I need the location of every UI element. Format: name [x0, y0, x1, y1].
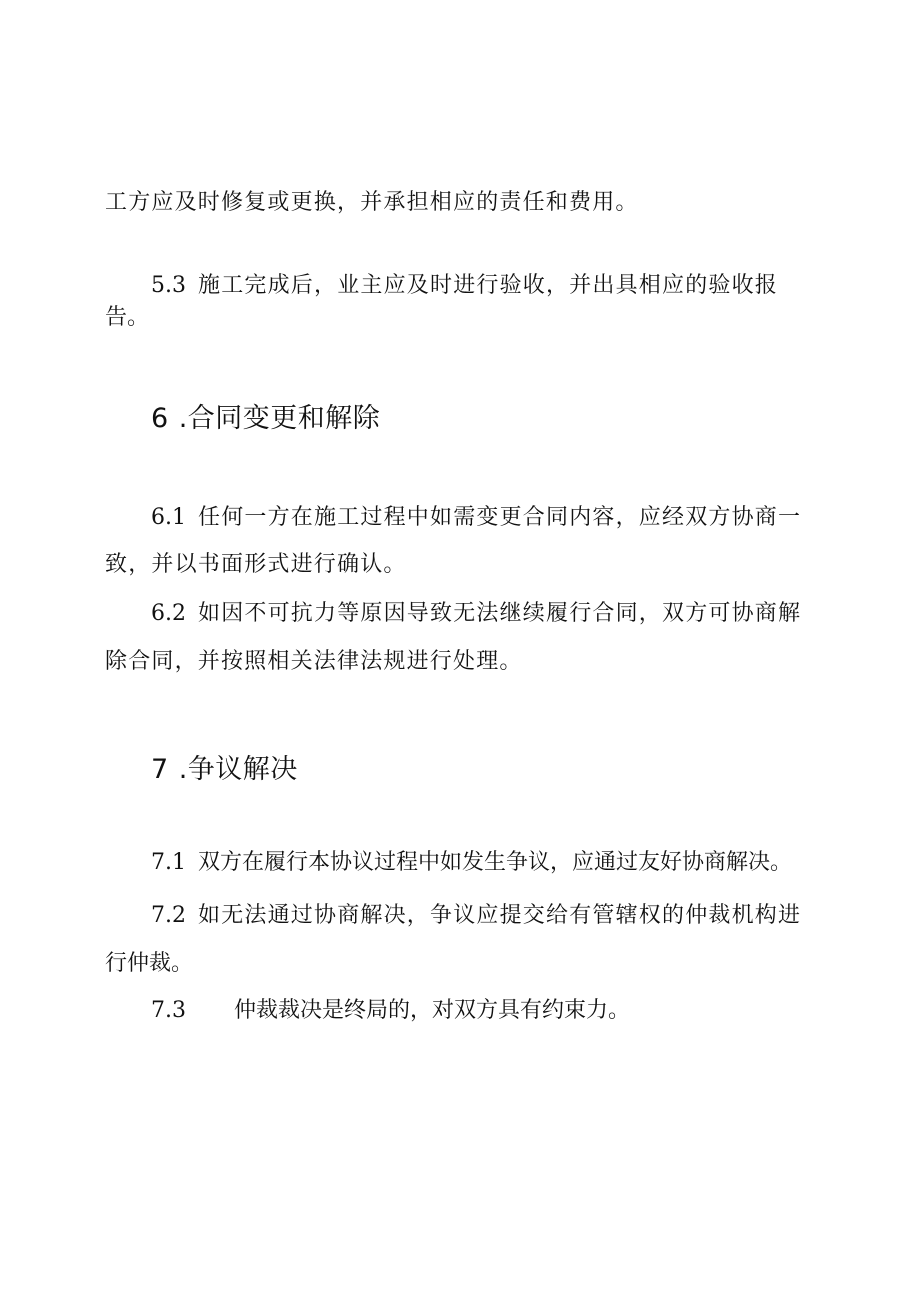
clause-text: 致，并以书面形式进行确认。 — [105, 552, 407, 577]
clause-number: 6.1 — [151, 505, 186, 530]
clause-5-3 — [151, 271, 778, 301]
clause-text: 除合同，并按照相关法律法规进行处理。 — [105, 649, 523, 674]
clause-5-3-wrap — [105, 303, 149, 333]
clause-text: 施工完成后，业主应及时进行验收，并出具相应的验收报 — [198, 273, 779, 298]
clause-7-2 — [151, 901, 801, 931]
heading-number: 7 — [151, 754, 169, 785]
clause-number: 6.2 — [151, 601, 186, 626]
clause-text: 仲裁裁决是终局的，对双方具有约束力。 — [234, 998, 631, 1023]
clause-text: 告。 — [105, 305, 150, 330]
clause-6-1-wrap — [105, 550, 407, 580]
clause-number: 7.1 — [151, 850, 186, 875]
paragraph-continuation — [105, 188, 639, 218]
section-heading-6 — [151, 401, 380, 437]
clause-text: 行仲裁。 — [105, 951, 194, 976]
clause-text: 如无法通过协商解决，争议应提交给有管辖权的仲裁机构进 — [198, 903, 802, 928]
clause-6-2-wrap — [105, 647, 523, 677]
clause-7-1 — [151, 848, 792, 878]
heading-title: .合同变更和解除 — [178, 403, 381, 434]
heading-title: .争议解决 — [178, 754, 298, 785]
clause-6-2 — [151, 599, 801, 629]
clause-text: 如因不可抗力等原因导致无法继续履行合同，双方可协商解 — [198, 601, 802, 626]
section-heading-7 — [151, 752, 298, 788]
clause-number: 5.3 — [151, 273, 186, 298]
clause-7-2-wrap — [105, 949, 193, 979]
clause-text: 任何一方在施工过程中如需变更合同内容，应经双方协商一 — [198, 505, 802, 530]
heading-number: 6 — [151, 403, 169, 434]
clause-number: 7.3 — [151, 998, 186, 1023]
clause-text: 双方在履行本协议过程中如发生争议，应通过友好协商解决。 — [198, 850, 793, 875]
clause-6-1 — [151, 503, 801, 533]
paragraph-text: 工方应及时修复或更换，并承担相应的责任和费用。 — [105, 190, 639, 215]
clause-number: 7.2 — [151, 903, 186, 928]
clause-7-3 — [151, 996, 630, 1026]
